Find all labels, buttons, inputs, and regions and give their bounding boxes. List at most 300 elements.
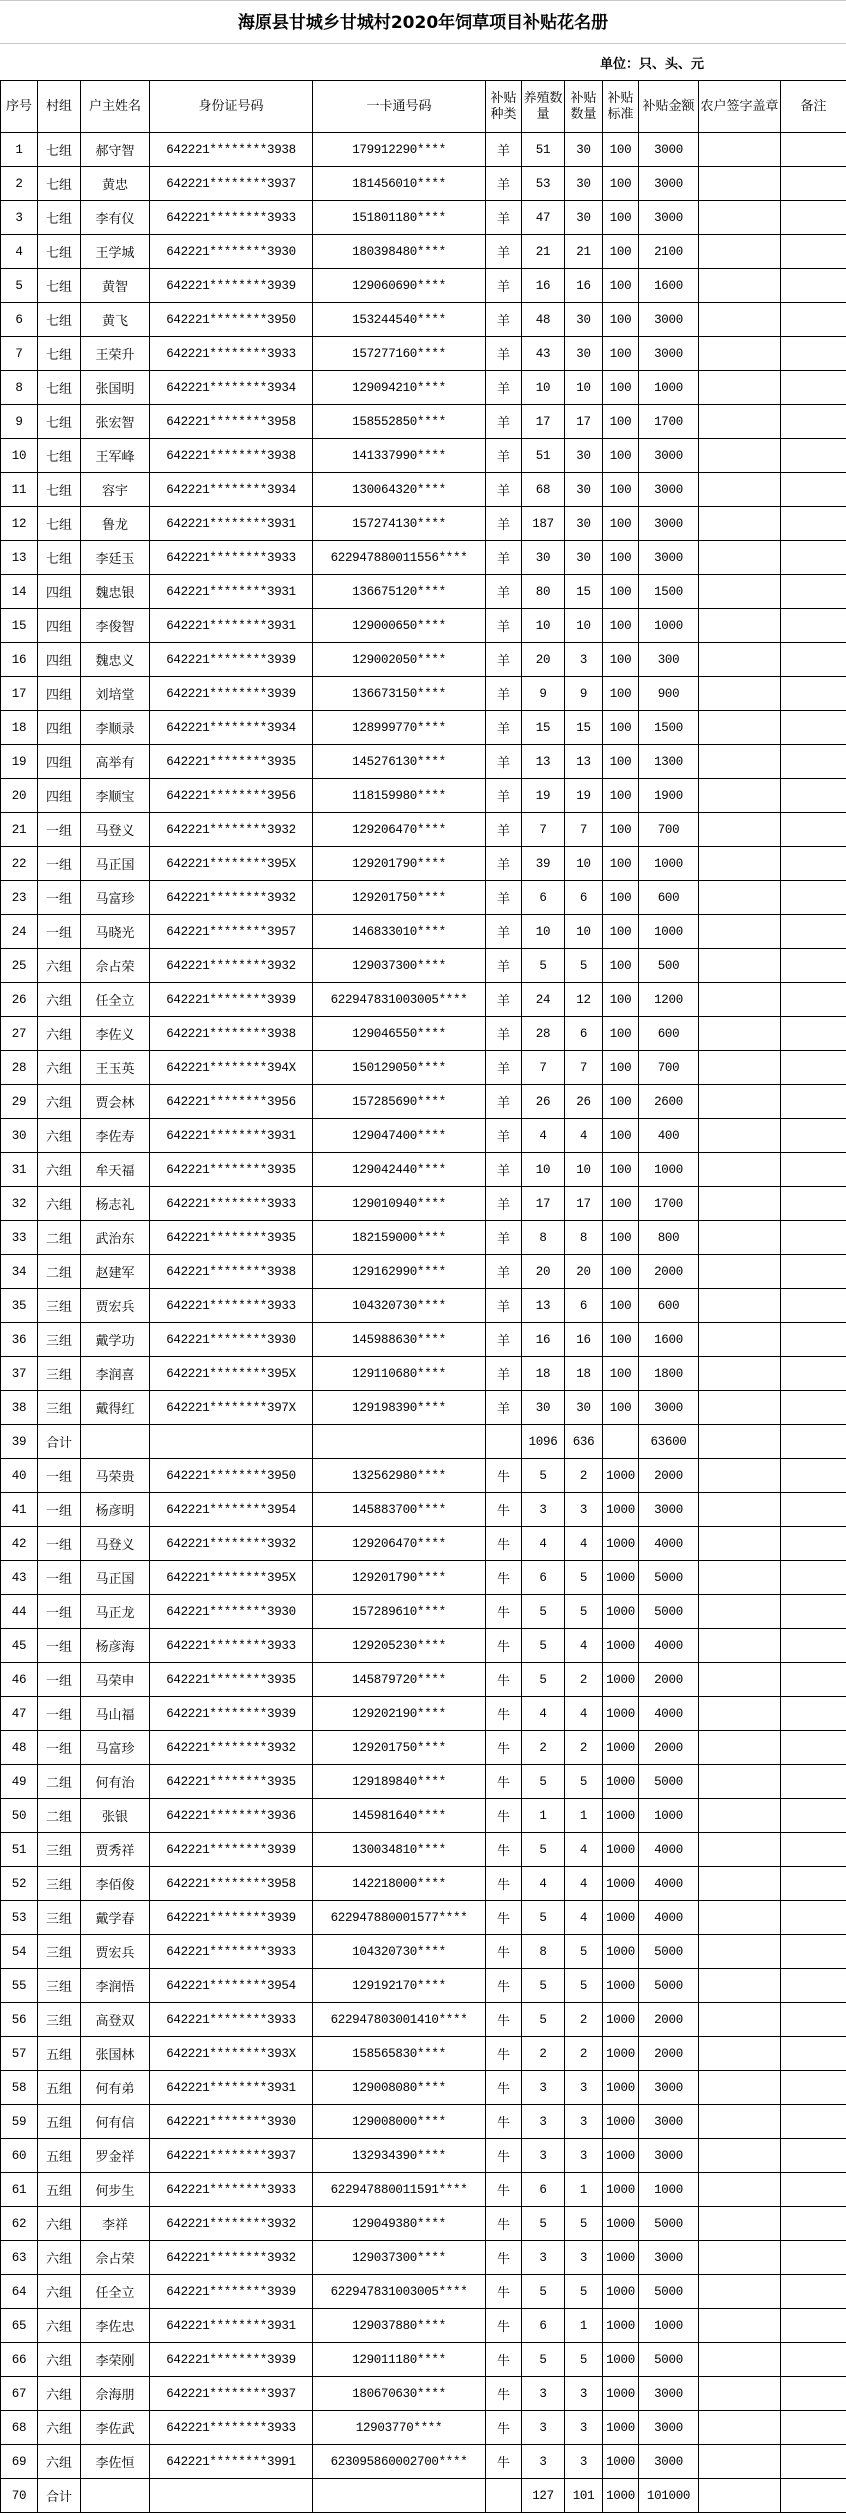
cell-signature[interactable] <box>699 1425 781 1459</box>
cell-seq: 42 <box>1 1527 38 1561</box>
cell-raise-count: 21 <box>522 235 565 269</box>
cell-subsidy-amount: 1000 <box>639 1799 699 1833</box>
cell-seq: 31 <box>1 1153 38 1187</box>
cell-subsidy-type: 羊 <box>486 813 522 847</box>
cell-subsidy-type: 牛 <box>486 1867 522 1901</box>
cell-name: 刘培堂 <box>81 677 150 711</box>
cell-subsidy-amount: 1000 <box>639 1153 699 1187</box>
cell-remarks[interactable] <box>781 1493 846 1527</box>
cell-remarks[interactable] <box>781 1833 846 1867</box>
cell-signature[interactable] <box>699 439 781 473</box>
cell-subsidy-amount: 5000 <box>639 2343 699 2377</box>
cell-signature[interactable] <box>699 1799 781 1833</box>
cell-signature[interactable] <box>699 1323 781 1357</box>
cell-signature[interactable] <box>699 303 781 337</box>
cell-remarks[interactable] <box>781 847 846 881</box>
cell-id-number: 642221********3939 <box>150 269 313 303</box>
cell-remarks[interactable] <box>781 1765 846 1799</box>
cell-remarks[interactable] <box>781 2241 846 2275</box>
cell-card-number: 129198390**** <box>313 1391 486 1425</box>
cell-remarks[interactable] <box>781 2173 846 2207</box>
cell-signature[interactable] <box>699 643 781 677</box>
cell-remarks[interactable] <box>781 1527 846 1561</box>
cell-remarks[interactable] <box>781 1119 846 1153</box>
cell-subsidy-type: 羊 <box>486 1119 522 1153</box>
cell-remarks[interactable] <box>781 371 846 405</box>
cell-remarks[interactable] <box>781 235 846 269</box>
cell-subsidy-type: 牛 <box>486 1901 522 1935</box>
cell-group: 四组 <box>38 677 81 711</box>
cell-signature[interactable] <box>699 1867 781 1901</box>
cell-remarks[interactable] <box>781 745 846 779</box>
cell-signature[interactable] <box>699 133 781 167</box>
cell-card-number: 158565830**** <box>313 2037 486 2071</box>
cell-signature[interactable] <box>699 1697 781 1731</box>
cell-name: 马正龙 <box>81 1595 150 1629</box>
cell-card-number: 129192170**** <box>313 1969 486 2003</box>
cell-signature[interactable] <box>699 1527 781 1561</box>
cell-remarks[interactable] <box>781 1935 846 1969</box>
cell-subsidy-amount: 5000 <box>639 1969 699 2003</box>
cell-signature[interactable] <box>699 1017 781 1051</box>
table-row <box>1 813 846 847</box>
cell-id-number: 642221********397X <box>150 1391 313 1425</box>
cell-subsidy-amount: 2100 <box>639 235 699 269</box>
cell-card-number: 129205230**** <box>313 1629 486 1663</box>
cell-signature[interactable] <box>699 1119 781 1153</box>
cell-id-number: 642221********3938 <box>150 133 313 167</box>
cell-subsidy-amount: 1000 <box>639 609 699 643</box>
cell-group: 四组 <box>38 779 81 813</box>
cell-signature[interactable] <box>699 1731 781 1765</box>
cell-signature[interactable] <box>699 541 781 575</box>
cell-subsidy-standard: 1000 <box>603 1459 639 1493</box>
cell-group: 五组 <box>38 2173 81 2207</box>
cell-remarks[interactable] <box>781 1323 846 1357</box>
cell-subsidy-count: 30 <box>565 337 603 371</box>
cell-subsidy-standard: 1000 <box>603 2139 639 2173</box>
cell-remarks[interactable] <box>781 1867 846 1901</box>
cell-signature[interactable] <box>699 2309 781 2343</box>
cell-remarks[interactable] <box>781 1629 846 1663</box>
cell-subsidy-count: 5 <box>565 1969 603 2003</box>
cell-remarks[interactable] <box>781 337 846 371</box>
cell-subsidy-amount: 2000 <box>639 2003 699 2037</box>
cell-subsidy-standard: 1000 <box>603 2207 639 2241</box>
cell-remarks[interactable] <box>781 2105 846 2139</box>
cell-card-number: 157277160**** <box>313 337 486 371</box>
cell-signature[interactable] <box>699 2445 781 2479</box>
subsidy-table <box>0 80 846 2513</box>
cell-remarks[interactable] <box>781 1289 846 1323</box>
cell-subsidy-count: 6 <box>565 1289 603 1323</box>
cell-raise-count: 5 <box>522 1765 565 1799</box>
cell-raise-count: 20 <box>522 643 565 677</box>
cell-seq: 60 <box>1 2139 38 2173</box>
cell-signature[interactable] <box>699 2207 781 2241</box>
cell-subsidy-count: 1 <box>565 2309 603 2343</box>
cell-signature[interactable] <box>699 949 781 983</box>
cell-remarks[interactable] <box>781 1051 846 1085</box>
cell-subsidy-amount: 3000 <box>639 2411 699 2445</box>
cell-subsidy-amount: 1000 <box>639 2173 699 2207</box>
cell-subsidy-standard: 100 <box>603 949 639 983</box>
cell-name: 李顺录 <box>81 711 150 745</box>
cell-remarks[interactable] <box>781 881 846 915</box>
cell-signature[interactable] <box>699 1833 781 1867</box>
cell-subsidy-standard: 100 <box>603 983 639 1017</box>
cell-raise-count: 18 <box>522 1357 565 1391</box>
cell-signature[interactable] <box>699 201 781 235</box>
cell-remarks[interactable] <box>781 915 846 949</box>
cell-seq: 2 <box>1 167 38 201</box>
cell-signature[interactable] <box>699 2037 781 2071</box>
cell-remarks[interactable] <box>781 643 846 677</box>
cell-subsidy-standard: 100 <box>603 643 639 677</box>
cell-remarks[interactable] <box>781 2275 846 2309</box>
cell-remarks[interactable] <box>781 949 846 983</box>
cell-seq: 23 <box>1 881 38 915</box>
cell-name: 张宏智 <box>81 405 150 439</box>
cell-raise-count: 127 <box>522 2479 565 2513</box>
cell-subsidy-type: 羊 <box>486 1391 522 1425</box>
cell-seq: 5 <box>1 269 38 303</box>
cell-card-number: 129060690**** <box>313 269 486 303</box>
cell-raise-count: 5 <box>522 1663 565 1697</box>
cell-subsidy-type: 羊 <box>486 1289 522 1323</box>
cell-subsidy-standard: 100 <box>603 439 639 473</box>
cell-remarks[interactable] <box>781 1425 846 1459</box>
cell-subsidy-type: 羊 <box>486 1153 522 1187</box>
cell-signature[interactable] <box>699 1391 781 1425</box>
header-raise-count: 养殖数量 <box>522 81 565 133</box>
cell-subsidy-standard: 100 <box>603 303 639 337</box>
cell-remarks[interactable] <box>781 303 846 337</box>
cell-seq: 69 <box>1 2445 38 2479</box>
table-row <box>1 405 846 439</box>
cell-seq: 18 <box>1 711 38 745</box>
cell-card-number: 623095860002700**** <box>313 2445 486 2479</box>
cell-subsidy-count: 16 <box>565 269 603 303</box>
cell-signature[interactable] <box>699 1901 781 1935</box>
cell-raise-count: 28 <box>522 1017 565 1051</box>
cell-signature[interactable] <box>699 2003 781 2037</box>
cell-remarks[interactable] <box>781 269 846 303</box>
cell-remarks[interactable] <box>781 2309 846 2343</box>
cell-name: 黄飞 <box>81 303 150 337</box>
cell-signature[interactable] <box>699 1221 781 1255</box>
cell-subsidy-standard: 1000 <box>603 2479 639 2513</box>
header-subsidy-amount: 补贴金额 <box>639 81 699 133</box>
cell-subsidy-amount: 1000 <box>639 2309 699 2343</box>
cell-subsidy-type: 牛 <box>486 2139 522 2173</box>
cell-subsidy-count: 10 <box>565 371 603 405</box>
cell-signature[interactable] <box>699 2479 781 2513</box>
cell-id-number <box>150 2479 313 2513</box>
cell-group: 六组 <box>38 2309 81 2343</box>
cell-remarks[interactable] <box>781 1017 846 1051</box>
cell-id-number: 642221********3939 <box>150 643 313 677</box>
cell-raise-count: 68 <box>522 473 565 507</box>
cell-remarks[interactable] <box>781 2071 846 2105</box>
cell-signature[interactable] <box>699 2343 781 2377</box>
table-row <box>1 1901 846 1935</box>
cell-id-number: 642221********395X <box>150 1357 313 1391</box>
cell-remarks[interactable] <box>781 1255 846 1289</box>
cell-name: 郝守智 <box>81 133 150 167</box>
cell-subsidy-standard: 1000 <box>603 2445 639 2479</box>
cell-remarks[interactable] <box>781 201 846 235</box>
cell-card-number: 622947880011556**** <box>313 541 486 575</box>
cell-signature[interactable] <box>699 609 781 643</box>
cell-seq: 22 <box>1 847 38 881</box>
table-row <box>1 2309 846 2343</box>
cell-signature[interactable] <box>699 745 781 779</box>
cell-signature[interactable] <box>699 2275 781 2309</box>
cell-signature[interactable] <box>699 677 781 711</box>
cell-subsidy-amount: 2000 <box>639 1731 699 1765</box>
cell-remarks[interactable] <box>781 2445 846 2479</box>
cell-card-number: 151801180**** <box>313 201 486 235</box>
cell-subsidy-amount: 1300 <box>639 745 699 779</box>
cell-name: 赵建军 <box>81 1255 150 1289</box>
cell-signature[interactable] <box>699 1255 781 1289</box>
cell-raise-count: 39 <box>522 847 565 881</box>
cell-subsidy-type: 牛 <box>486 1629 522 1663</box>
cell-name: 杨彦海 <box>81 1629 150 1663</box>
cell-remarks[interactable] <box>781 2377 846 2411</box>
cell-signature[interactable] <box>699 1629 781 1663</box>
cell-remarks[interactable] <box>781 1187 846 1221</box>
cell-remarks[interactable] <box>781 609 846 643</box>
cell-seq: 66 <box>1 2343 38 2377</box>
cell-signature[interactable] <box>699 167 781 201</box>
cell-remarks[interactable] <box>781 1357 846 1391</box>
cell-subsidy-count: 636 <box>565 1425 603 1459</box>
cell-remarks[interactable] <box>781 575 846 609</box>
cell-subsidy-standard: 1000 <box>603 2343 639 2377</box>
cell-raise-count: 7 <box>522 813 565 847</box>
cell-id-number: 642221********3937 <box>150 167 313 201</box>
table-row <box>1 1595 846 1629</box>
cell-signature[interactable] <box>699 1289 781 1323</box>
cell-signature[interactable] <box>699 2173 781 2207</box>
cell-seq: 40 <box>1 1459 38 1493</box>
table-row <box>1 2445 846 2479</box>
cell-subsidy-type: 牛 <box>486 1493 522 1527</box>
cell-remarks[interactable] <box>781 1697 846 1731</box>
table-row <box>1 507 846 541</box>
cell-signature[interactable] <box>699 813 781 847</box>
cell-subsidy-count: 8 <box>565 1221 603 1255</box>
cell-signature[interactable] <box>699 269 781 303</box>
cell-signature[interactable] <box>699 575 781 609</box>
cell-signature[interactable] <box>699 1595 781 1629</box>
cell-remarks[interactable] <box>781 2139 846 2173</box>
cell-remarks[interactable] <box>781 2003 846 2037</box>
cell-group: 六组 <box>38 2207 81 2241</box>
cell-remarks[interactable] <box>781 1391 846 1425</box>
cell-seq: 10 <box>1 439 38 473</box>
cell-card-number: 157289610**** <box>313 1595 486 1629</box>
cell-signature[interactable] <box>699 1765 781 1799</box>
cell-remarks[interactable] <box>781 133 846 167</box>
cell-group: 合计 <box>38 2479 81 2513</box>
cell-name: 马晓光 <box>81 915 150 949</box>
cell-remarks[interactable] <box>781 711 846 745</box>
cell-seq: 28 <box>1 1051 38 1085</box>
cell-group: 七组 <box>38 303 81 337</box>
header-card-number: 一卡通号码 <box>313 81 486 133</box>
cell-name: 马正国 <box>81 1561 150 1595</box>
cell-signature[interactable] <box>699 2377 781 2411</box>
cell-signature[interactable] <box>699 405 781 439</box>
cell-remarks[interactable] <box>781 2207 846 2241</box>
table-row <box>1 167 846 201</box>
cell-group: 一组 <box>38 915 81 949</box>
cell-signature[interactable] <box>699 507 781 541</box>
cell-signature[interactable] <box>699 1935 781 1969</box>
cell-name: 牟天福 <box>81 1153 150 1187</box>
unit-label: 单位：只、头、元 <box>600 57 705 72</box>
cell-name: 贾宏兵 <box>81 1935 150 1969</box>
cell-remarks[interactable] <box>781 541 846 575</box>
cell-subsidy-standard: 100 <box>603 813 639 847</box>
cell-id-number: 642221********3934 <box>150 711 313 745</box>
cell-remarks[interactable] <box>781 2343 846 2377</box>
cell-remarks[interactable] <box>781 1663 846 1697</box>
cell-signature[interactable] <box>699 1459 781 1493</box>
cell-raise-count: 5 <box>522 2207 565 2241</box>
cell-seq: 54 <box>1 1935 38 1969</box>
cell-signature[interactable] <box>699 2411 781 2445</box>
cell-remarks[interactable] <box>781 167 846 201</box>
cell-remarks[interactable] <box>781 2479 846 2513</box>
cell-remarks[interactable] <box>781 507 846 541</box>
cell-name: 张国林 <box>81 2037 150 2071</box>
cell-remarks[interactable] <box>781 677 846 711</box>
cell-signature[interactable] <box>699 1187 781 1221</box>
cell-name: 容宇 <box>81 473 150 507</box>
cell-signature[interactable] <box>699 711 781 745</box>
cell-remarks[interactable] <box>781 1153 846 1187</box>
cell-signature[interactable] <box>699 779 781 813</box>
cell-remarks[interactable] <box>781 813 846 847</box>
cell-subsidy-standard: 1000 <box>603 1765 639 1799</box>
cell-card-number: 129162990**** <box>313 1255 486 1289</box>
cell-card-number: 129011180**** <box>313 2343 486 2377</box>
cell-signature[interactable] <box>699 1153 781 1187</box>
cell-subsidy-type: 羊 <box>486 473 522 507</box>
cell-signature[interactable] <box>699 1969 781 2003</box>
cell-card-number: 182159000**** <box>313 1221 486 1255</box>
cell-remarks[interactable] <box>781 405 846 439</box>
cell-signature[interactable] <box>699 1357 781 1391</box>
cell-group: 三组 <box>38 1901 81 1935</box>
cell-name: 罗金祥 <box>81 2139 150 2173</box>
cell-subsidy-count: 5 <box>565 2207 603 2241</box>
cell-subsidy-count: 6 <box>565 881 603 915</box>
cell-raise-count: 6 <box>522 1561 565 1595</box>
cell-remarks[interactable] <box>781 473 846 507</box>
cell-signature[interactable] <box>699 1561 781 1595</box>
cell-subsidy-count: 15 <box>565 711 603 745</box>
cell-seq: 27 <box>1 1017 38 1051</box>
cell-signature[interactable] <box>699 2241 781 2275</box>
cell-signature[interactable] <box>699 473 781 507</box>
cell-subsidy-type: 羊 <box>486 133 522 167</box>
cell-subsidy-type: 羊 <box>486 201 522 235</box>
cell-signature[interactable] <box>699 1493 781 1527</box>
cell-signature[interactable] <box>699 915 781 949</box>
cell-id-number: 642221********3935 <box>150 745 313 779</box>
cell-subsidy-amount: 800 <box>639 1221 699 1255</box>
cell-subsidy-type: 羊 <box>486 1323 522 1357</box>
cell-signature[interactable] <box>699 1663 781 1697</box>
cell-raise-count: 5 <box>522 1595 565 1629</box>
cell-signature[interactable] <box>699 2071 781 2105</box>
cell-subsidy-count: 5 <box>565 1765 603 1799</box>
cell-seq: 13 <box>1 541 38 575</box>
cell-subsidy-standard: 100 <box>603 1221 639 1255</box>
cell-signature[interactable] <box>699 983 781 1017</box>
cell-signature[interactable] <box>699 2139 781 2173</box>
cell-subsidy-type: 牛 <box>486 2445 522 2479</box>
cell-subsidy-amount: 500 <box>639 949 699 983</box>
cell-signature[interactable] <box>699 235 781 269</box>
cell-group: 七组 <box>38 473 81 507</box>
cell-signature[interactable] <box>699 2105 781 2139</box>
cell-group: 四组 <box>38 643 81 677</box>
cell-signature[interactable] <box>699 1085 781 1119</box>
cell-remarks[interactable] <box>781 1969 846 2003</box>
cell-card-number: 129047400**** <box>313 1119 486 1153</box>
header-subsidy-standard: 补贴标准 <box>603 81 639 133</box>
cell-subsidy-standard: 1000 <box>603 1935 639 1969</box>
cell-signature[interactable] <box>699 337 781 371</box>
cell-signature[interactable] <box>699 847 781 881</box>
cell-remarks[interactable] <box>781 1085 846 1119</box>
cell-remarks[interactable] <box>781 779 846 813</box>
cell-remarks[interactable] <box>781 2411 846 2445</box>
cell-raise-count: 3 <box>522 2071 565 2105</box>
cell-remarks[interactable] <box>781 2037 846 2071</box>
cell-remarks[interactable] <box>781 439 846 473</box>
cell-signature[interactable] <box>699 1051 781 1085</box>
cell-remarks[interactable] <box>781 1459 846 1493</box>
cell-subsidy-count: 12 <box>565 983 603 1017</box>
cell-subsidy-amount: 3000 <box>639 201 699 235</box>
cell-signature[interactable] <box>699 371 781 405</box>
cell-seq: 37 <box>1 1357 38 1391</box>
cell-group: 二组 <box>38 1765 81 1799</box>
cell-remarks[interactable] <box>781 1901 846 1935</box>
cell-remarks[interactable] <box>781 1221 846 1255</box>
cell-subsidy-standard: 1000 <box>603 2105 639 2139</box>
cell-remarks[interactable] <box>781 1799 846 1833</box>
cell-signature[interactable] <box>699 881 781 915</box>
cell-id-number: 642221********3939 <box>150 983 313 1017</box>
cell-remarks[interactable] <box>781 983 846 1017</box>
cell-group: 五组 <box>38 2071 81 2105</box>
cell-remarks[interactable] <box>781 1731 846 1765</box>
cell-group: 七组 <box>38 371 81 405</box>
cell-subsidy-type: 牛 <box>486 1731 522 1765</box>
cell-remarks[interactable] <box>781 1595 846 1629</box>
cell-card-number: 157285690**** <box>313 1085 486 1119</box>
header-name: 户主姓名 <box>81 81 150 133</box>
cell-remarks[interactable] <box>781 1561 846 1595</box>
